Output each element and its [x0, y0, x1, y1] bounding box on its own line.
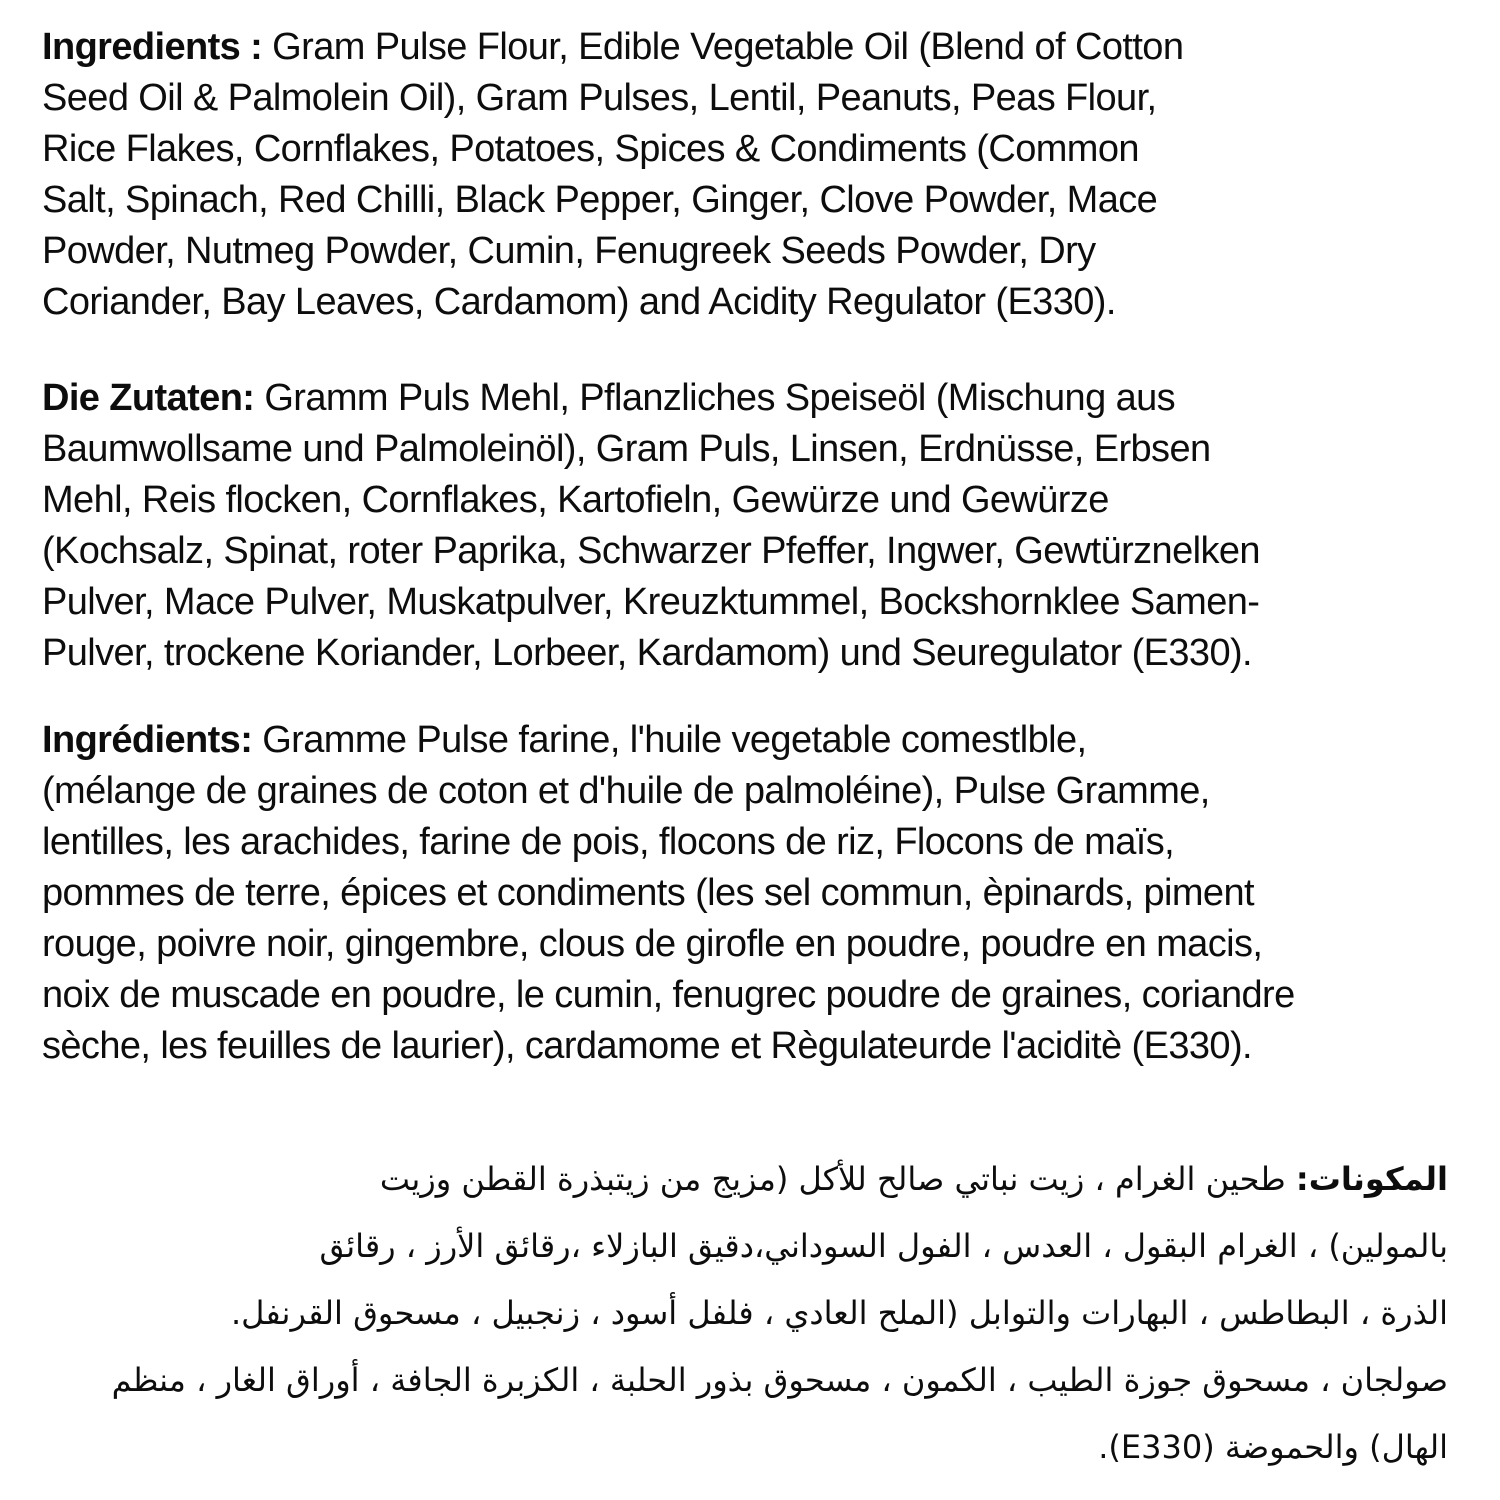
french-line-3: lentilles, les arachides, farine de pois, flocons de riz, Flocons de maïs, — [42, 821, 1175, 863]
german-line-1: Gramm Puls Mehl, Pflanzliches Speiseöl (Mischung aus — [254, 377, 1176, 419]
english-line-6: Coriander, Bay Leaves, Cardamom) and Acidity Regulator (E330). — [42, 281, 1116, 323]
french-line-6: noix de muscade en poudre, le cumin, fenugrec poudre de graines, coriandre — [42, 974, 1295, 1016]
french-heading: Ingrédients: — [42, 719, 253, 761]
german-line-5: Pulver, Mace Pulver, Muskatpulver, Kreuzktummel, Bockshornklee Samen- — [42, 581, 1260, 623]
arabic-heading: المكونات: — [1295, 1160, 1448, 1198]
ingredients-section-french — [42, 715, 1480, 1072]
ingredients-section-english — [42, 22, 1480, 328]
english-heading: Ingredients : — [42, 26, 263, 68]
text-line — [42, 373, 1480, 424]
english-line-5: Powder, Nutmeg Powder, Cumin, Fenugreek Seeds Powder, Dry — [42, 230, 1096, 272]
text-line — [40, 1146, 1448, 1213]
french-line-1: Gramme Pulse farine, l'huile vegetable comestlble, — [252, 719, 1087, 761]
french-line-7: sèche, les feuilles de laurier), cardamome et Règulateurde l'aciditè (E330). — [42, 1025, 1252, 1067]
text-line — [42, 715, 1480, 766]
text-line — [42, 22, 1480, 73]
arabic-line-3: الذرة ، البطاطس ، البهارات والتوابل (الملح العادي ، فلفل أسود ، زنجبيل ، مسحوق القرنفل. — [230, 1294, 1448, 1332]
german-line-4: (Kochsalz, Spinat, roter Paprika, Schwarzer Pfeffer, Ingwer, Gewtürznelken — [42, 530, 1260, 572]
french-line-2: (mélange de graines de coton et d'huile de palmoléine), Pulse Gramme, — [42, 770, 1210, 812]
german-heading: Die Zutaten: — [42, 377, 255, 419]
german-line-2: Baumwollsame und Palmoleinöl), Gram Puls, Linsen, Erdnüsse, Erbsen — [42, 428, 1211, 470]
english-line-2: Seed Oil & Palmolein Oil), Gram Pulses, Lentil, Peanuts, Peas Flour, — [42, 77, 1157, 119]
french-line-4: pommes de terre, épices et condiments (les sel commun, èpinards, piment — [42, 872, 1254, 914]
german-line-3: Mehl, Reis flocken, Cornflakes, Kartofieln, Gewürze und Gewürze — [42, 479, 1109, 521]
english-line-1: Gram Pulse Flour, Edible Vegetable Oil (Blend of Cotton — [262, 26, 1184, 68]
arabic-line-1: طحين الغرام ، زيت نباتي صالح للأكل (مزيج من زيتبذرة القطن وزيت — [379, 1160, 1296, 1198]
german-line-6: Pulver, trockene Koriander, Lorbeer, Kardamom) und Seuregulator (E330). — [42, 632, 1252, 674]
arabic-line-2: بالمولين) ، الغرام البقول ، العدس ، الفول السوداني،دقيق البازلاء ،رقائق الأرز ، رقائق — [319, 1227, 1448, 1265]
french-line-5: rouge, poivre noir, gingembre, clous de girofle en poudre, poudre en macis, — [42, 923, 1263, 965]
arabic-line-5: الهال) والحموضة (E330). — [1098, 1428, 1448, 1466]
ingredients-section-arabic — [40, 1146, 1448, 1481]
ingredients-section-german — [42, 373, 1480, 679]
english-line-3: Rice Flakes, Cornflakes, Potatoes, Spices & Condiments (Common — [42, 128, 1139, 170]
english-line-4: Salt, Spinach, Red Chilli, Black Pepper, Ginger, Clove Powder, Mace — [42, 179, 1158, 221]
arabic-line-4: صولجان ، مسحوق جوزة الطيب ، الكمون ، مسحوق بذور الحلبة ، الكزبرة الجافة ، أوراق الغار ، منظم — [111, 1361, 1448, 1399]
